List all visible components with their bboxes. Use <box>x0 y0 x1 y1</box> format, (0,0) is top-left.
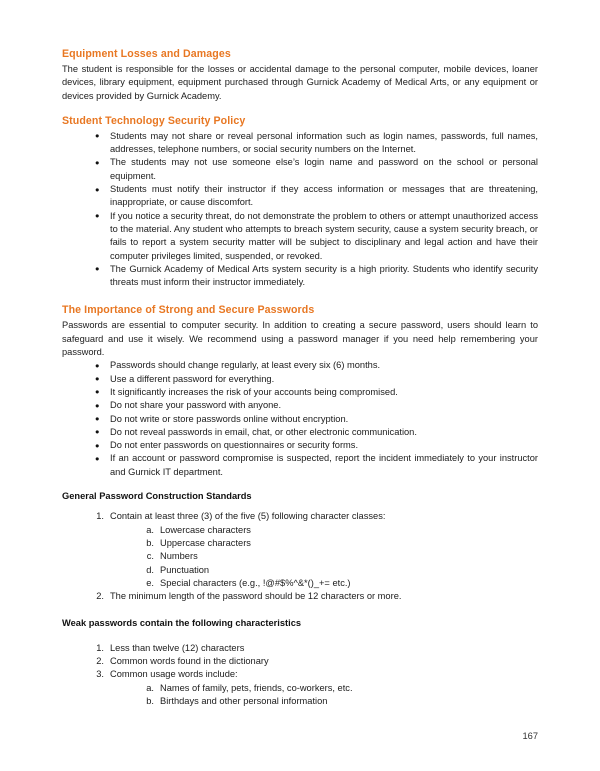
list-item: The minimum length of the password should be 12 characters or more. <box>110 591 402 602</box>
list-character-classes <box>62 524 538 590</box>
list-item: Punctuation <box>160 564 210 575</box>
heading-strong-passwords: The Importance of Strong and Secure Passwords <box>62 304 315 317</box>
list-common-usage-words <box>62 682 538 709</box>
list-item: Names of family, pets, friends, co-workers, etc. <box>160 682 353 693</box>
list-item: ● Use a different password for everything. <box>62 373 538 386</box>
list-item: ● Do not share your password with anyone. <box>62 399 538 412</box>
list-item: ● If an account or password compromise is suspected, report the incident immediately to your instructor and Gurnick IT department. <box>62 452 538 479</box>
list-construction-standards <box>62 510 538 523</box>
list-password-practices <box>62 359 538 479</box>
list-item: ● If you notice a security threat, do not demonstrate the problem to others or attempt unauthorized access to the material. Any student who attempts to breach system security, cause a system security breach, or fails to report a system security matter will be subject to disciplinary and legal action and have their computer privileges limited, suspended, or revoked. <box>62 210 538 263</box>
list-item: ● It significantly increases the risk of your accounts being compromised. <box>62 386 538 399</box>
list-item: ● Students may not share or reveal personal information such as login names, passwords, full names, addresses, telephone numbers, or social security numbers on the Internet. <box>62 130 538 157</box>
list-item: Numbers <box>160 551 198 562</box>
list-item: Uppercase characters <box>160 537 251 548</box>
list-item: Common words found in the dictionary <box>110 655 269 666</box>
paragraph-strong-passwords: Passwords are essential to computer security. In addition to creating a secure password, users should learn to safeguard and use it wisely. We recommend using a password manager if you need help remembering your password. <box>62 320 538 358</box>
spacer <box>62 503 538 510</box>
list-item: Less than twelve (12) characters <box>110 642 245 653</box>
list-item: ● Do not reveal passwords in email, chat, or other electronic communication. <box>62 426 538 439</box>
list-item: ● Passwords should change regularly, at least every six (6) months. <box>62 359 538 372</box>
list-item: ● Students must notify their instructor if they access information or messages that are threatening, inappropriate, or cause discomfort. <box>62 183 538 210</box>
list-construction-standards-continued <box>62 590 538 603</box>
spacer <box>62 479 538 490</box>
list-item: Lowercase characters <box>160 524 251 535</box>
heading-security-policy: Student Technology Security Policy <box>62 114 246 127</box>
heading-construction-standards: General Password Construction Standards <box>62 491 252 502</box>
spacer <box>62 103 538 114</box>
list-item: ● The Gurnick Academy of Medical Arts system security is a high priority. Students who identify security threats must inform their instructor immediately. <box>62 263 538 290</box>
list-item: Common usage words include: <box>110 669 238 680</box>
list-security-policy <box>62 130 538 290</box>
page-number: 167 <box>522 731 538 741</box>
page-content <box>62 47 538 708</box>
list-item: ● Do not enter passwords on questionnaires or security forms. <box>62 439 538 452</box>
list-item: Special characters (e.g., !@#$%^&*()_+= etc.) <box>160 577 351 588</box>
heading-weak-passwords: Weak passwords contain the following characteristics <box>62 618 302 629</box>
list-item: ● Do not write or store passwords online without encryption. <box>62 413 538 426</box>
list-weak-passwords <box>62 642 538 682</box>
heading-equipment-losses: Equipment Losses and Damages <box>62 48 231 60</box>
list-item: Birthdays and other personal information <box>160 695 328 706</box>
paragraph-equipment-losses: The student is responsible for the losses or accidental damage to the personal computer, mobile devices, loaner devices, library equipment, equipment purchased through Gurnick Academy of Medical Arts, or any equipment or devices provided by Gurnick Academy. <box>62 64 538 101</box>
spacer <box>62 289 538 303</box>
spacer <box>62 631 538 642</box>
list-item: Contain at least three (3) of the five (5) following character classes: <box>110 511 386 522</box>
spacer <box>62 603 538 617</box>
list-item: ● The students may not use someone else’s login name and password on the school or personal equipment. <box>62 156 538 183</box>
